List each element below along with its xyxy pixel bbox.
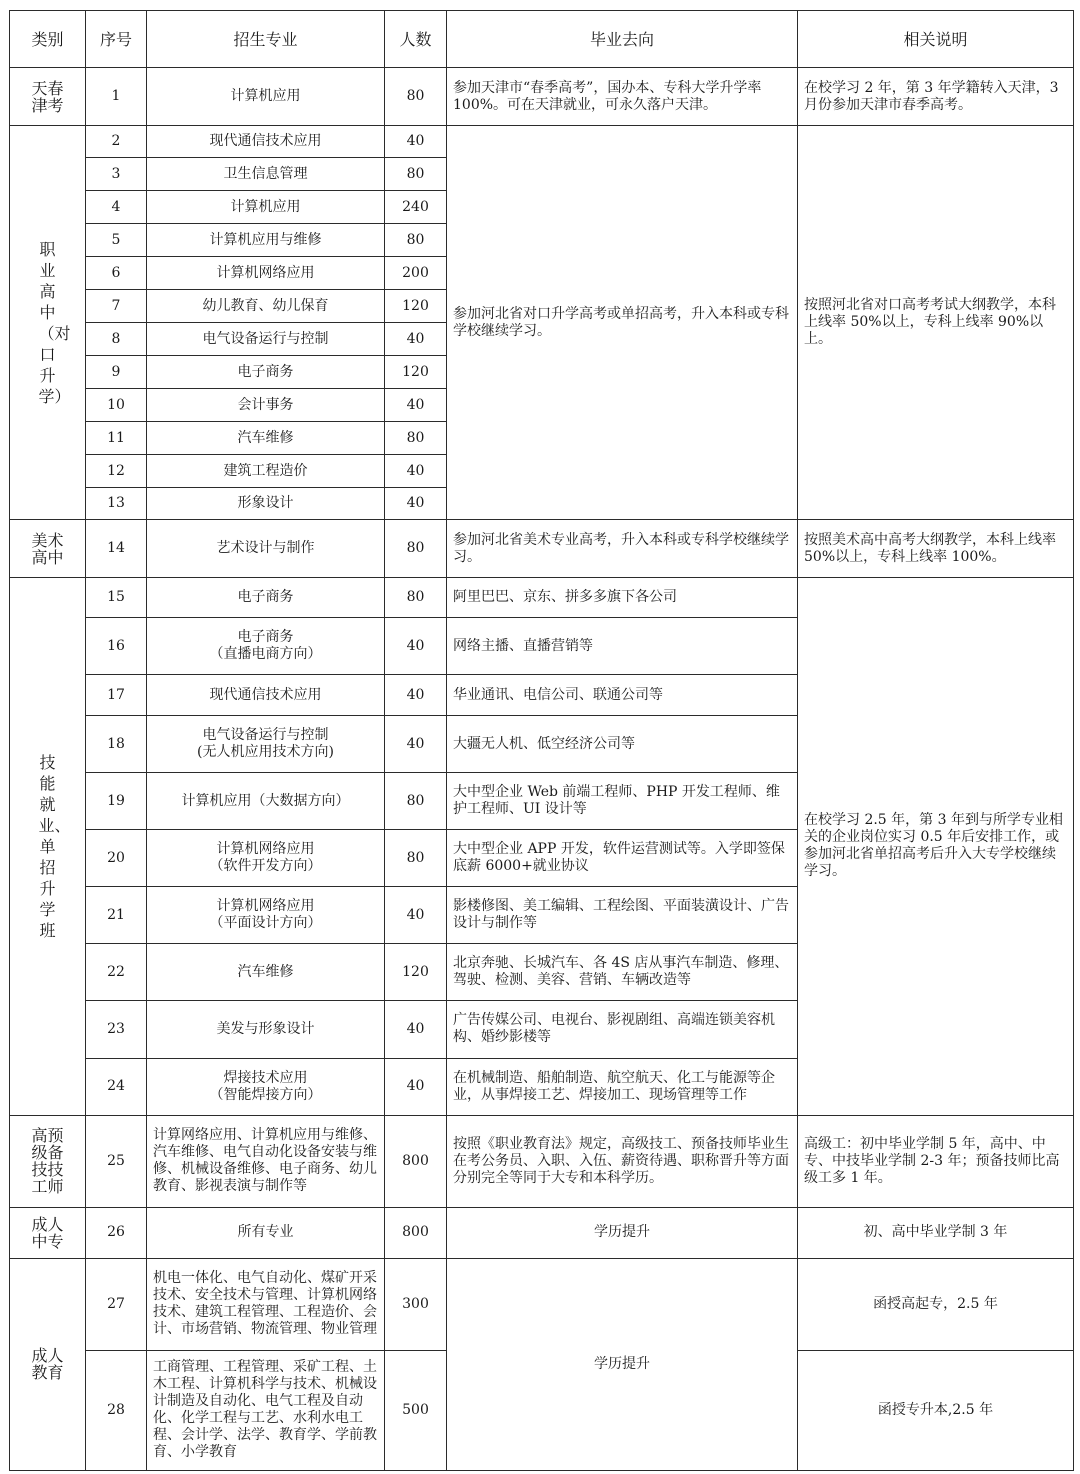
count-cell: 40: [385, 1058, 447, 1115]
table-row: [10, 68, 1074, 126]
destination-cell: 华业通讯、电信公司、联通公司等: [447, 675, 798, 716]
category-cell-tianjin: [10, 68, 86, 126]
major-cell: 工商管理、工程管理、采矿工程、土木工程、计算机科学与技术、机械设计制造及自动化、电气工程及自动化、化学工程与工艺、水利水电工程、会计学、法学、教育学、学前教育、小学教育: [147, 1350, 385, 1470]
category-cell-vocational: [10, 126, 86, 520]
seq-cell: 26: [86, 1207, 147, 1258]
enrollment-table: [9, 10, 1074, 1471]
category-cell-art: [10, 520, 86, 578]
seq-cell: 9: [86, 356, 147, 389]
count-cell: 120: [385, 290, 447, 323]
header-row: [10, 11, 1074, 68]
destination-cell: 学历提升: [447, 1258, 798, 1470]
seq-cell: 12: [86, 455, 147, 488]
major-label: 计算机网络应用: [216, 841, 315, 858]
major-cell: [147, 716, 385, 773]
seq-cell: 23: [86, 1001, 147, 1058]
table-row: [10, 126, 1074, 158]
notes-cell: 在校学习 2 年，第 3 年学籍转入天津，3 月份参加天津市春季高考。: [798, 68, 1074, 126]
count-cell: 40: [385, 323, 447, 356]
notes-cell: 函授高起专，2.5 年: [798, 1258, 1074, 1350]
major-cell: 计算机应用: [147, 68, 385, 126]
category-label: 天春津考: [31, 78, 64, 115]
destination-cell: 阿里巴巴、京东、拼多多旗下各公司: [447, 578, 798, 618]
count-cell: 240: [385, 191, 447, 224]
seq-cell: 7: [86, 290, 147, 323]
major-cell: 形象设计: [147, 488, 385, 520]
seq-cell: 22: [86, 944, 147, 1001]
count-cell: 40: [385, 618, 447, 675]
major-direction: (无人机应用技术方向): [197, 744, 334, 761]
count-cell: 300: [385, 1258, 447, 1350]
major-direction: （平面设计方向）: [209, 915, 322, 932]
destination-cell: 大疆无人机、低空经济公司等: [447, 716, 798, 773]
major-cell: 电子商务: [147, 356, 385, 389]
seq-cell: 4: [86, 191, 147, 224]
major-cell: 卫生信息管理: [147, 158, 385, 191]
notes-cell: 在校学习 2.5 年，第 3 年到与所学专业相关的企业岗位实习 0.5 年后安排工作，或参加河北省单招高考后升入大专学校继续学习。: [798, 578, 1074, 1115]
major-label: 美发与形象设计: [216, 1020, 315, 1037]
major-cell: 计算机应用: [147, 191, 385, 224]
major-cell: 幼儿教育、幼儿保育: [147, 290, 385, 323]
destination-cell: 北京奔驰、长城汽车、各 4S 店从事汽车制造、修理、驾驶、检测、美容、营销、车辆改造等: [447, 944, 798, 1001]
count-cell: 800: [385, 1207, 447, 1258]
major-label: 电子商务: [237, 589, 294, 606]
seq-cell: 13: [86, 488, 147, 520]
destination-cell: 大中型企业 APP 开发，软件运营测试等。入学即签保底薪 6000+就业协议: [447, 830, 798, 887]
seq-cell: 8: [86, 323, 147, 356]
header-major: 招生专业: [147, 11, 385, 68]
notes-cell: 高级工：初中毕业学制 5 年，高中、中专、中技毕业学制 2-3 年；预备技师比高级工多 1 年。: [798, 1115, 1074, 1207]
count-cell: 80: [385, 773, 447, 830]
table-row: [10, 1207, 1074, 1258]
header-category: 类别: [10, 11, 86, 68]
major-direction: （软件开发方向）: [209, 858, 322, 875]
count-cell: 40: [385, 675, 447, 716]
count-cell: 40: [385, 887, 447, 944]
major-cell: [147, 773, 385, 830]
count-cell: 80: [385, 520, 447, 578]
seq-cell: 21: [86, 887, 147, 944]
major-cell: 机电一体化、电气自动化、煤矿开采技术、安全技术与管理、计算机网络技术、建筑工程管理、工程造价、会计、市场营销、物流管理、物业管理: [147, 1258, 385, 1350]
seq-cell: 16: [86, 618, 147, 675]
major-cell: [147, 675, 385, 716]
category-label: 高预级备技技工师: [31, 1126, 64, 1197]
destination-cell: 网络主播、直播营销等: [447, 618, 798, 675]
count-cell: 80: [385, 158, 447, 191]
category-cell-adult-education: [10, 1258, 86, 1470]
notes-cell: 按照河北省对口高考考试大纲教学，本科上线率 50%以上，专科上线率 90%以上。: [798, 126, 1074, 520]
count-cell: 500: [385, 1350, 447, 1470]
seq-cell: 10: [86, 389, 147, 422]
count-cell: 40: [385, 126, 447, 158]
seq-cell: 24: [86, 1058, 147, 1115]
seq-cell: 18: [86, 716, 147, 773]
notes-cell: 函授专升本,2.5 年: [798, 1350, 1074, 1470]
table-row: [10, 1115, 1074, 1207]
major-cell: [147, 578, 385, 618]
seq-cell: 5: [86, 224, 147, 257]
table-row: [10, 1258, 1074, 1350]
category-label: 技能就业、单招升学班: [38, 752, 71, 940]
destination-cell: 参加天津市“春季高考”，国办本、专科大学升学率 100%。可在天津就业，可永久落户天津。: [447, 68, 798, 126]
count-cell: 80: [385, 224, 447, 257]
destination-cell: 在机械制造、船舶制造、航空航天、化工与能源等企业，从事焊接工艺、焊接加工、现场管理等工作: [447, 1058, 798, 1115]
count-cell: 120: [385, 356, 447, 389]
seq-cell: 15: [86, 578, 147, 618]
major-cell: 计算网络应用、计算机应用与维修、汽车维修、电气自动化设备安装与维修、机械设备维修、电子商务、幼儿教育、影视表演与制作等: [147, 1115, 385, 1207]
destination-cell: 学历提升: [447, 1207, 798, 1258]
count-cell: 80: [385, 422, 447, 455]
destination-cell: 影楼修图、美工编辑、工程绘图、平面装潢设计、广告设计与制作等: [447, 887, 798, 944]
major-cell: [147, 1001, 385, 1058]
seq-cell: 20: [86, 830, 147, 887]
count-cell: 800: [385, 1115, 447, 1207]
category-cell-technician: [10, 1115, 86, 1207]
seq-cell: 17: [86, 675, 147, 716]
header-count: 人数: [385, 11, 447, 68]
seq-cell: 6: [86, 257, 147, 290]
header-seq: 序号: [86, 11, 147, 68]
major-cell: 计算机应用与维修: [147, 224, 385, 257]
major-label: 电子商务: [237, 629, 294, 646]
destination-cell: 大中型企业 Web 前端工程师、PHP 开发工程师、维护工程师、UI 设计等: [447, 773, 798, 830]
major-label: 计算机网络应用: [216, 898, 315, 915]
major-cell: [147, 618, 385, 675]
count-cell: 80: [385, 68, 447, 126]
count-cell: 80: [385, 830, 447, 887]
count-cell: 120: [385, 944, 447, 1001]
major-direction: （智能焊接方向）: [209, 1086, 322, 1103]
notes-cell: 按照美术高中高考大纲教学，本科上线率 50%以上，专科上线率 100%。: [798, 520, 1074, 578]
major-label: 现代通信技术应用: [209, 686, 322, 703]
category-cell-adult-secondary: [10, 1207, 86, 1258]
seq-cell: 1: [86, 68, 147, 126]
seq-cell: 11: [86, 422, 147, 455]
category-cell-skills: [10, 578, 86, 1115]
major-cell: [147, 944, 385, 1001]
count-cell: 40: [385, 1001, 447, 1058]
seq-cell: 14: [86, 520, 147, 578]
seq-cell: 27: [86, 1258, 147, 1350]
major-cell: 建筑工程造价: [147, 455, 385, 488]
notes-cell: 初、高中毕业学制 3 年: [798, 1207, 1074, 1258]
major-cell: 所有专业: [147, 1207, 385, 1258]
count-cell: 40: [385, 716, 447, 773]
major-direction: （直播电商方向）: [209, 646, 322, 663]
category-label: 美术高中: [31, 530, 64, 567]
table-row: [10, 578, 1074, 618]
major-label: 电气设备运行与控制: [202, 727, 329, 744]
destination-cell: 参加河北省美术专业高考，升入本科或专科学校继续学习。: [447, 520, 798, 578]
major-cell: 现代通信技术应用: [147, 126, 385, 158]
count-cell: 40: [385, 389, 447, 422]
major-cell: 电气设备运行与控制: [147, 323, 385, 356]
count-cell: 40: [385, 455, 447, 488]
major-cell: 艺术设计与制作: [147, 520, 385, 578]
seq-cell: 2: [86, 126, 147, 158]
header-notes: 相关说明: [798, 11, 1074, 68]
major-label: 计算机应用（大数据方向）: [181, 792, 350, 809]
destination-cell: 参加河北省对口升学高考或单招高考，升入本科或专科学校继续学习。: [447, 126, 798, 520]
destination-cell: 按照《职业教育法》规定，高级技工、预备技师毕业生在考公务员、入职、入伍、薪资待遇、职称晋升等方面分别完全等同于大专和本科学历。: [447, 1115, 798, 1207]
count-cell: 80: [385, 578, 447, 618]
major-label: 汽车维修: [237, 963, 294, 980]
major-cell: 汽车维修: [147, 422, 385, 455]
table-row: [10, 520, 1074, 578]
category-label: 成人中专: [31, 1214, 64, 1251]
category-label: 职业高中（对口升学）: [38, 239, 71, 406]
count-cell: 40: [385, 488, 447, 520]
header-destination: 毕业去向: [447, 11, 798, 68]
seq-cell: 28: [86, 1350, 147, 1470]
major-cell: [147, 830, 385, 887]
major-label: 焊接技术应用: [223, 1069, 308, 1086]
major-cell: [147, 1058, 385, 1115]
count-cell: 200: [385, 257, 447, 290]
major-cell: 会计事务: [147, 389, 385, 422]
seq-cell: 25: [86, 1115, 147, 1207]
category-label: 成人教育: [31, 1346, 64, 1383]
seq-cell: 3: [86, 158, 147, 191]
seq-cell: 19: [86, 773, 147, 830]
major-cell: 计算机网络应用: [147, 257, 385, 290]
destination-cell: 广告传媒公司、电视台、影视剧组、高端连锁美容机构、婚纱影楼等: [447, 1001, 798, 1058]
major-cell: [147, 887, 385, 944]
